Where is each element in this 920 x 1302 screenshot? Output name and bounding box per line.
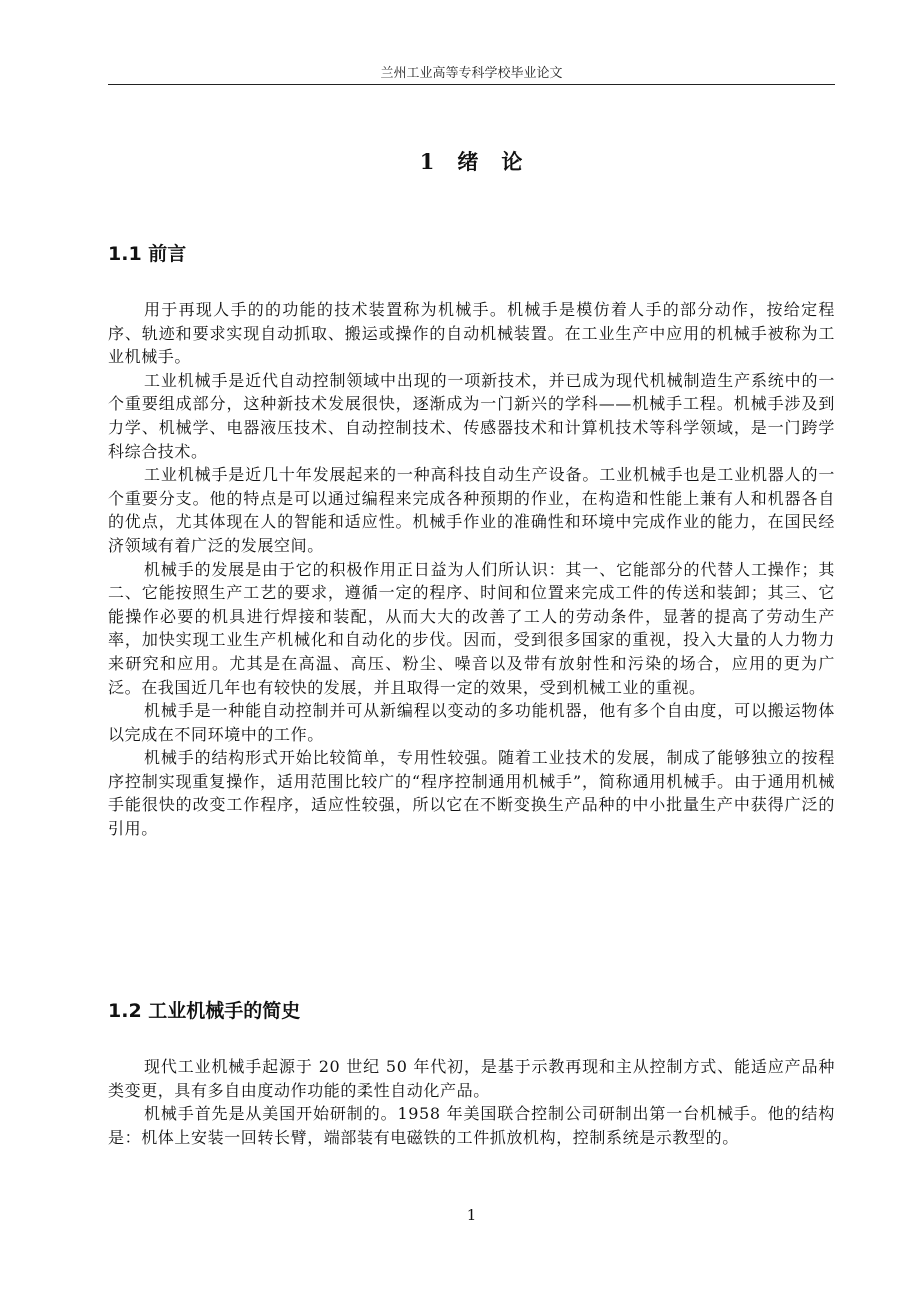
paragraph: 机械手的结构形式开始比较简单，专用性较强。随着工业技术的发展，制成了能够独立的按程序控制实现重复操作，适用范围比较广的“程序控制通用机械手”，简称通用机械手。由于通用机械手能很快的改变工作程序，适应性较强，所以它在不断变换生产品种的中小批量生产中获得广泛的引用。 [108, 748, 835, 839]
header-rule [108, 84, 835, 85]
paragraph: 机械手的发展是由于它的积极作用正日益为人们所认识：其一、它能部分的代替人工操作；其二、它能按照生产工艺的要求，遵循一定的程序、时间和位置来完成工件的传送和装卸；其三、它能操作必要的机具进行焊接和装配，从而大大的改善了工人的劳动条件，显著的提高了劳动生产率，加快实现工业生产机械化和自动化的步伐。因而，受到很多国家的重视，投入大量的人力物力来研究和应用。尤其是在高温、高压、粉尘、噪音以及带有放射性和污染的场合，应用的更为广泛。在我国近几年也有较快的发展，并且取得一定的效果，受到机械工业的重视。 [108, 559, 835, 697]
chapter-title-part2: 论 [501, 149, 524, 174]
section-1-2-body [108, 1055, 835, 1149]
paragraph: 机械手首先是从美国开始研制的。1958 年美国联合控制公司研制出第一台机械手。他的结构是：机体上安装一回转长臂，端部装有电磁铁的工件抓放机构，控制系统是示教型的。 [108, 1104, 835, 1147]
chapter-title-part1: 绪 [457, 149, 480, 174]
running-header: 兰州工业高等专科学校毕业论文 [380, 66, 563, 81]
paragraph: 用于再现人手的的功能的技术装置称为机械手。机械手是模仿着人手的部分动作，按给定程序、轨迹和要求实现自动抓取、搬运或操作的自动机械装置。在工业生产中应用的机械手被称为工业机械手。 [108, 300, 835, 367]
paragraph: 工业机械手是近代自动控制领域中出现的一项新技术，并已成为现代机械制造生产系统中的一个重要组成部分，这种新技术发展很快，逐渐成为一门新兴的学科——机械手工程。机械手涉及到力学、机械学、电器液压技术、自动控制技术、传感器技术和计算机技术等科学领域，是一门跨学科综合技术。 [108, 370, 835, 461]
paragraph: 机械手是一种能自动控制并可从新编程以变动的多功能机器，他有多个自由度，可以搬运物体以完成在不同环境中的工作。 [108, 701, 835, 744]
paragraph: 工业机械手是近几十年发展起来的一种高科技自动生产设备。工业机械手也是工业机器人的一个重要分支。他的特点是可以通过编程来完成各种预期的作业，在构造和性能上兼有人和机器各自的优点，尤其体现在人的智能和适应性。机械手作业的准确性和环境中完成作业的能力，在国民经济领域有着广泛的发展空间。 [108, 465, 835, 555]
paragraph: 现代工业机械手起源于 20 世纪 50 年代初，是基于示教再现和主从控制方式、能适应产品种类变更，具有多自由度动作功能的柔性自动化产品。 [108, 1057, 835, 1100]
section-heading-1-2: 1.2 工业机械手的简史 [108, 1000, 301, 1022]
section-1-1-body [108, 298, 835, 841]
section-heading-1-1: 1.1 前言 [108, 243, 187, 265]
page-number: 1 [466, 1206, 477, 1224]
chapter-title [108, 146, 835, 176]
chapter-number: 1 [419, 149, 436, 174]
